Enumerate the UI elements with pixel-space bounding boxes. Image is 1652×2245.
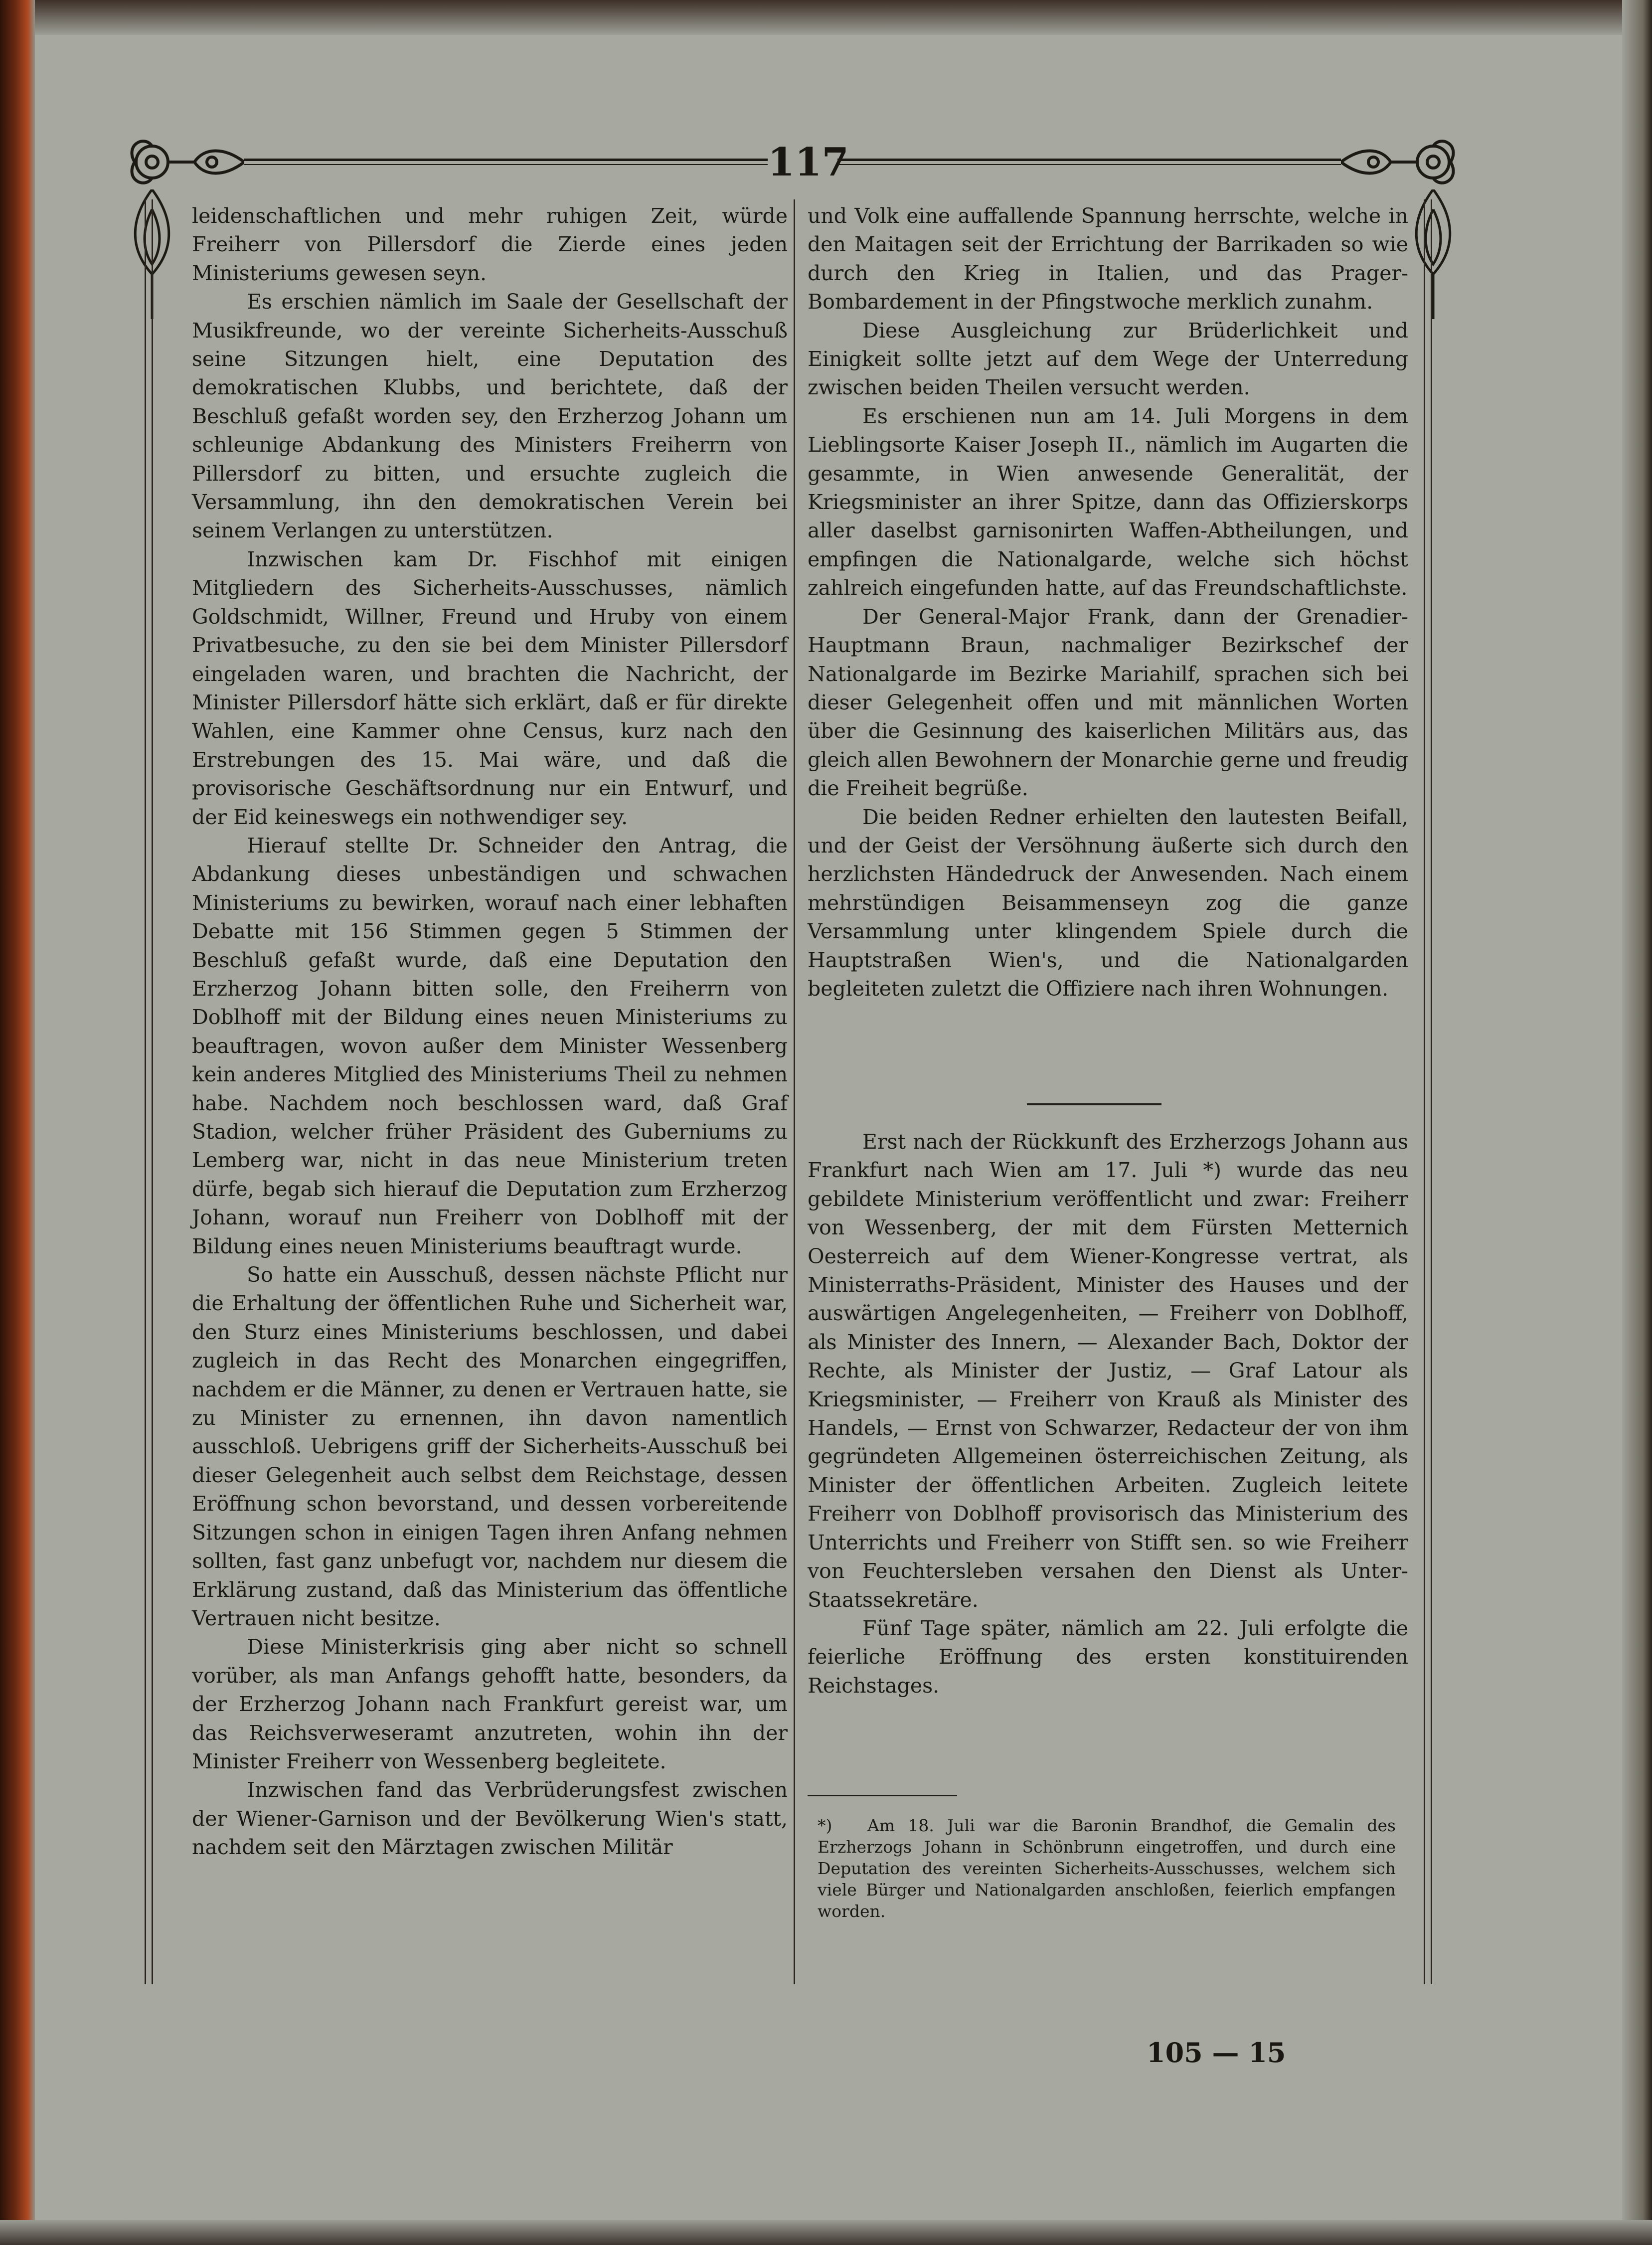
- frame-right-rule: [1431, 199, 1432, 1984]
- frame-right-inner-rule: [1424, 199, 1425, 1984]
- frame-left-inner-rule: [152, 199, 153, 1984]
- paragraph: Die beiden Redner erhielten den lautesten Beifall, und der Geist der Versöhnung äußerte sich durch den herzlichsten Händedruck der Anwesenden. Nach einem mehrstündigen Beisammenseyn zog die ganze Versammlung unter klingendem Spiele durch die Hauptstraßen Wien's, und die Nationalgarden begleiteten zuletzt die Offiziere nach ihren Wohnungen.: [808, 805, 1408, 1001]
- right-column: [808, 202, 1408, 1003]
- paragraph: Erst nach der Rückkunft des Erzherzogs Johann aus Frankfurt nach Wien am 17. Juli *) wurde das neu gebildete Ministerium veröffentlicht und zwar: Freiherr von Wessenberg, der mit dem Fürsten Metternich Oesterreich auf dem Wiener-Kongresse vertrat, als Ministerraths-Präsident, Minister des Hauses und der auswärtigen Angelegenheiten, — Freiherr von Doblhoff, als Minister des Innern, — Alexander Bach, Doktor der Rechte, als Minister der Justiz, — Graf Latour als Kriegsminister, — Freiherr von Krauß als Minister des Handels, — Ernst von Schwarzer, Redacteur der von ihm gegründeten Allgemeinen österreichischen Zeitung, als Minister der öffentlichen Arbeiten. Zugleich leitete Freiherr von Doblhoff provisorisch das Ministerium des Unterrichts und Freiherr von Stifft sen. so wie Freiherr von Feuchtersleben versahen den Dienst als Unter-Staatssekretäre.: [808, 1130, 1408, 1612]
- paragraph: leidenschaftlichen und mehr ruhigen Zeit, würde Freiherr von Pillersdorf die Zierde eines jeden Ministeriums gewesen seyn.: [192, 204, 788, 285]
- page-bottom-edge: [0, 2220, 1652, 2245]
- frame-left-rule: [145, 199, 146, 1984]
- header-rule-right: [837, 159, 1341, 165]
- paragraph: Es erschien nämlich im Saale der Gesellschaft der Musikfreunde, wo der vereinte Sicherheits-Ausschuß seine Sitzungen hielt, eine Deputation des demokratischen Klubbs, und berichtete, daß der Beschluß gefaßt worden sey, den Erzherzog Johann um schleunige Abdankung des Ministers Freiherrn von Pillersdorf zu bitten, und ersuchte zugleich die Versammlung, ihn den demokratischen Verein bei seinem Verlangen zu unterstützen.: [192, 290, 788, 543]
- paragraph: Inzwischen fand das Verbrüderungsfest zwischen der Wiener-Garnison und der Bevölkerung Wien's statt, nachdem seit den Märztagen zwischen Militär: [192, 1778, 788, 1860]
- header-rule-left: [244, 159, 768, 165]
- page-number: 117: [768, 140, 849, 185]
- paragraph: Diese Ministerkrisis ging aber nicht so schnell vorüber, als man Anfangs gehofft hatte, besonders, da der Erzherzog Johann nach Frankfurt gereist war, um das Reichsverweseramt anzutreten, wohin ihn der Minister Freiherr von Wessenberg begleitete.: [192, 1635, 788, 1773]
- page-header: [125, 135, 1461, 189]
- page-right-edge: [1622, 0, 1652, 2245]
- left-column: [192, 202, 788, 1862]
- left-corner-ornament-icon: [125, 135, 244, 189]
- paragraph: Es erschienen nun am 14. Juli Morgens in dem Lieblingsorte Kaiser Joseph II., nämlich im Augarten die gesammte, in Wien anwesende Generalität, der Kriegsminister an ihrer Spitze, dann das Offizierskorps aller daselbst garnisonirten Waffen-Abtheilungen, und empfingen die Nationalgarde, welche sich höchst zahlreich eingefunden hatte, auf das Freundschaftlichste.: [808, 404, 1408, 600]
- printer-signature: 105 — 15: [1147, 2037, 1286, 2069]
- right-column-lower: [808, 1128, 1408, 1700]
- book-binding-edge: [0, 0, 35, 2245]
- section-separator-rule: [1027, 1103, 1161, 1105]
- paragraph: und Volk eine auffallende Spannung herrschte, welche in den Maitagen seit der Errichtung der Barrikaden so wie durch den Krieg in Italien, und das Prager-Bombardement in der Pfingstwoche merklich zunahm.: [808, 204, 1408, 314]
- paragraph: Hierauf stellte Dr. Schneider den Antrag, die Abdankung dieses unbeständigen und schwachen Ministeriums zu bewirken, worauf nach einer lebhaften Debatte mit 156 Stimmen gegen 5 Stimmen der Beschluß gefaßt wurde, daß eine Deputation den Erzherzog Johann bitten solle, den Freiherrn von Doblhoff mit der Bildung eines neuen Ministeriums zu beauftragen, wovon außer dem Minister Wessenberg kein anderes Mitglied des Ministeriums Theil zu nehmen habe. Nachdem noch beschlossen ward, daß Graf Stadion, welcher früher Präsident des Guberniums zu Lemberg war, nicht in das neue Ministerium treten dürfe, begab sich hierauf die Deputation zum Erzherzog Johann, worauf nun Freiherr von Doblhoff mit der Bildung eines neuen Ministeriums beauftragt wurde.: [192, 833, 788, 1258]
- paragraph: Fünf Tage später, nämlich am 22. Juli erfolgte die feierliche Eröffnung des ersten konstituirenden Reichstages.: [808, 1616, 1408, 1698]
- paragraph: Inzwischen kam Dr. Fischhof mit einigen Mitgliedern des Sicherheits-Ausschusses, nämlich Goldschmidt, Willner, Freund und Hruby von einem Privatbesuche, zu den sie bei dem Minister Pillersdorf eingeladen waren, und brachten die Nachricht, der Minister Pillersdorf hätte sich erklärt, daß er für direkte Wahlen, eine Kammer ohne Census, kurz nach den Erstrebungen des 15. Mai wäre, und daß die provisorische Geschäftsordnung nur ein Entwurf, und der Eid keineswegs ein nothwendiger sey.: [192, 547, 788, 829]
- footnote: [818, 1815, 1396, 1922]
- right-corner-ornament-icon: [1341, 135, 1461, 189]
- paragraph: Diese Ausgleichung zur Brüderlichkeit und Einigkeit sollte jetzt auf dem Wege der Unterredung zwischen beiden Theilen versucht werden.: [808, 318, 1408, 400]
- footnote-mark: *): [818, 1816, 832, 1835]
- paragraph: Der General-Major Frank, dann der Grenadier-Hauptmann Braun, nachmaliger Bezirkschef der Nationalgarde im Bezirke Mariahilf, sprachen sich bei dieser Gelegenheit offen und mit männlichen Worten über die Gesinnung des kaiserlichen Militärs aus, das gleich allen Bewohnern der Monarchie gerne und freudig die Freiheit begrüße.: [808, 604, 1408, 801]
- footnote-separator-rule: [808, 1795, 957, 1796]
- page-top-edge: [0, 0, 1652, 35]
- column-divider: [794, 199, 795, 1984]
- paragraph: So hatte ein Ausschuß, dessen nächste Pflicht nur die Erhaltung der öffentlichen Ruhe und Sicherheit war, den Sturz eines Ministeriums beschlossen, und dabei zugleich in das Recht des Monarchen eingegriffen, nachdem er die Männer, zu denen er Vertrauen hatte, sie zu Minister zu ernennen, ihn davon namentlich ausschloß. Uebrigens griff der Sicherheits-Ausschuß bei dieser Gelegenheit auch selbst dem Reichstage, dessen Eröffnung schon bevorstand, und dessen vorbereitende Sitzungen schon in einigen Tagen ihren Anfang nehmen sollten, fast ganz unbefugt vor, nachdem nur diesem die Erklärung zustand, daß das Ministerium das öffentliche Vertrauen nicht besitze.: [192, 1263, 788, 1630]
- footnote-text: Am 18. Juli war die Baronin Brandhof, die Gemalin des Erzherzogs Johann in Schönbrunn eingetroffen, und durch eine Deputation des vereinten Sicherheits-Ausschusses, welchem sich viele Bürger und Nationalgarden anschloßen, feierlich empfangen worden.: [818, 1816, 1396, 1921]
